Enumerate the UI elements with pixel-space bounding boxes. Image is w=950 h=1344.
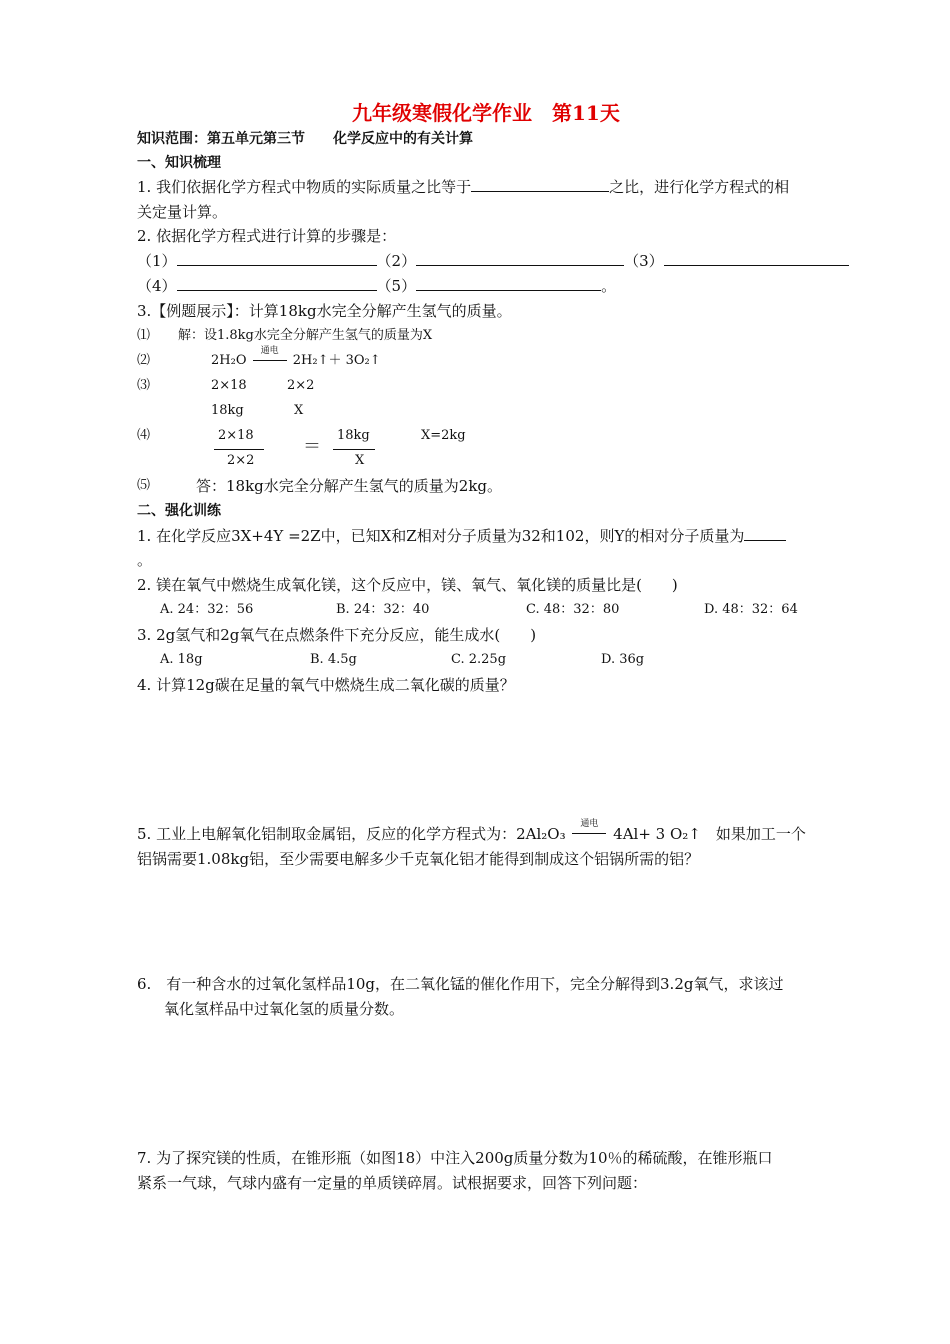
practice-5-text-b: 4Al+ 3 O₂↑ 如果加工一个 bbox=[613, 825, 806, 843]
fraction-2-denominator: X bbox=[355, 453, 365, 468]
practice-7-continued: 紧系一气球，气球内盛有一定量的单质镁碎屑。试根据要求，回答下列问题： bbox=[137, 1174, 648, 1192]
question-3: 3.【例题展示】：计算18kg水完全分解产生氢气的质量。 bbox=[137, 302, 512, 320]
step-label-4: （4） bbox=[137, 277, 177, 295]
step-label-3: （3） bbox=[624, 252, 664, 270]
practice-6: 6. 有一种含水的过氧化氢样品10g，在二氧化锰的催化作用下，完全分解得到3.2g氧气，求该过 bbox=[137, 975, 784, 993]
practice-4: 4. 计算12g碳在足量的氧气中燃烧生成二氧化碳的质量？ bbox=[137, 676, 515, 694]
step-blank-1[interactable] bbox=[177, 251, 377, 266]
steps-row-2 bbox=[137, 276, 616, 296]
example-equation bbox=[211, 346, 381, 371]
practice-5-condition-label: 通电 bbox=[580, 819, 599, 829]
steps-row-1 bbox=[137, 251, 849, 271]
practice-3-option-d[interactable]: D. 36g bbox=[601, 652, 645, 667]
molar-mass-water: 2×18 bbox=[211, 378, 247, 393]
practice-3: 3. 2g氢气和2g氧气在点燃条件下充分反应，能生成水( ) bbox=[137, 626, 537, 644]
practice-2-option-a[interactable]: A. 24：32：56 bbox=[160, 602, 254, 617]
condition-label: 通电 bbox=[260, 346, 279, 356]
practice-5-condition-line bbox=[572, 833, 606, 834]
answer-blank[interactable] bbox=[471, 177, 609, 192]
practice-3-option-c[interactable]: C. 2.25g bbox=[451, 652, 507, 667]
practice-1-end: 。 bbox=[137, 551, 153, 569]
steps-end: 。 bbox=[601, 277, 617, 295]
example-step-1: 解：设1.8kg水完全分解产生氢气的质量为X bbox=[178, 328, 433, 343]
practice-3-option-b[interactable]: B. 4.5g bbox=[310, 652, 357, 667]
fraction-1-numerator: 2×18 bbox=[218, 428, 254, 443]
section-heading-knowledge: 一、知识梳理 bbox=[137, 155, 221, 171]
example-step-num-5: ⑸ bbox=[137, 478, 151, 493]
page-title: 九年级寒假化学作业 第11天 bbox=[352, 101, 620, 125]
question-1-continued: 关定量计算。 bbox=[137, 203, 228, 221]
example-result: X=2kg bbox=[421, 428, 466, 443]
practice-2: 2. 镁在氧气中燃烧生成氧化镁，这个反应中，镁、氧气、氧化镁的质量比是( ) bbox=[137, 576, 678, 594]
step-blank-3[interactable] bbox=[664, 251, 849, 266]
known-mass: 18kg bbox=[211, 403, 244, 418]
step-blank-4[interactable] bbox=[177, 276, 377, 291]
practice-7: 7. 为了探究镁的性质，在锥形瓶（如图18）中注入200g质量分数为10％的稀硫酸，在锥形瓶口 bbox=[137, 1149, 773, 1167]
practice-3-option-a[interactable]: A. 18g bbox=[160, 652, 203, 667]
equation-left: 2H₂O bbox=[211, 353, 247, 368]
fraction-1-bar bbox=[214, 449, 264, 450]
practice-2-option-d[interactable]: D. 48：32：64 bbox=[704, 602, 798, 617]
step-label-5: （5） bbox=[376, 277, 417, 295]
question-1-text-a: 1. 我们依据化学方程式中物质的实际质量之比等于 bbox=[137, 178, 472, 196]
fraction-2-bar bbox=[333, 449, 375, 450]
question-2: 2. 依据化学方程式进行计算的步骤是： bbox=[137, 227, 397, 245]
fraction-2-numerator: 18kg bbox=[337, 428, 370, 443]
example-step-num-2: ⑵ bbox=[137, 353, 151, 368]
reaction-condition bbox=[251, 346, 289, 371]
molar-mass-hydrogen: 2×2 bbox=[287, 378, 315, 393]
step-blank-5[interactable] bbox=[416, 276, 601, 291]
step-blank-2[interactable] bbox=[416, 251, 624, 266]
practice-2-option-c[interactable]: C. 48：32：80 bbox=[526, 602, 620, 617]
fraction-1-denominator: 2×2 bbox=[227, 453, 255, 468]
example-step-num-1: ⑴ bbox=[137, 328, 151, 343]
section-heading-practice: 二、强化训练 bbox=[137, 503, 221, 519]
example-step-num-3: ⑶ bbox=[137, 378, 151, 393]
step-label-2: （2） bbox=[376, 252, 417, 270]
practice-5 bbox=[137, 819, 806, 844]
equals-sign: ＝ bbox=[303, 436, 321, 457]
practice-1 bbox=[137, 526, 786, 546]
unknown-mass: X bbox=[294, 403, 304, 418]
practice-1-text: 1. 在化学反应3X+4Y =2Z中，已知X和Z相对分子质量为32和102，则Y的相对分子质量为 bbox=[137, 527, 745, 545]
practice-6-continued: 氧化氢样品中过氧化氢的质量分数。 bbox=[164, 1000, 405, 1018]
condition-line bbox=[253, 360, 287, 361]
example-answer: 答：18kg水完全分解产生氢气的质量为2kg。 bbox=[196, 477, 503, 495]
knowledge-scope: 知识范围：第五单元第三节 化学反应中的有关计算 bbox=[137, 131, 473, 147]
step-label-1: （1） bbox=[137, 252, 177, 270]
practice-5-text-a: 5. 工业上电解氧化铝制取金属铝，反应的化学方程式为：2Al₂O₃ bbox=[137, 825, 566, 843]
equation-right: 2H₂↑＋ 3O₂↑ bbox=[292, 353, 381, 368]
practice-5-condition bbox=[570, 819, 608, 844]
example-step-num-4: ⑷ bbox=[137, 428, 151, 443]
practice-5-continued: 铝锅需要1.08kg铝，至少需要电解多少千克氧化铝才能得到制成这个铝锅所需的铝？ bbox=[137, 850, 700, 868]
practice-1-blank[interactable] bbox=[744, 526, 786, 541]
practice-2-option-b[interactable]: B. 24：32：40 bbox=[336, 602, 430, 617]
question-1 bbox=[137, 177, 789, 197]
question-1-text-b: 之比，进行化学方程式的相 bbox=[609, 178, 790, 196]
